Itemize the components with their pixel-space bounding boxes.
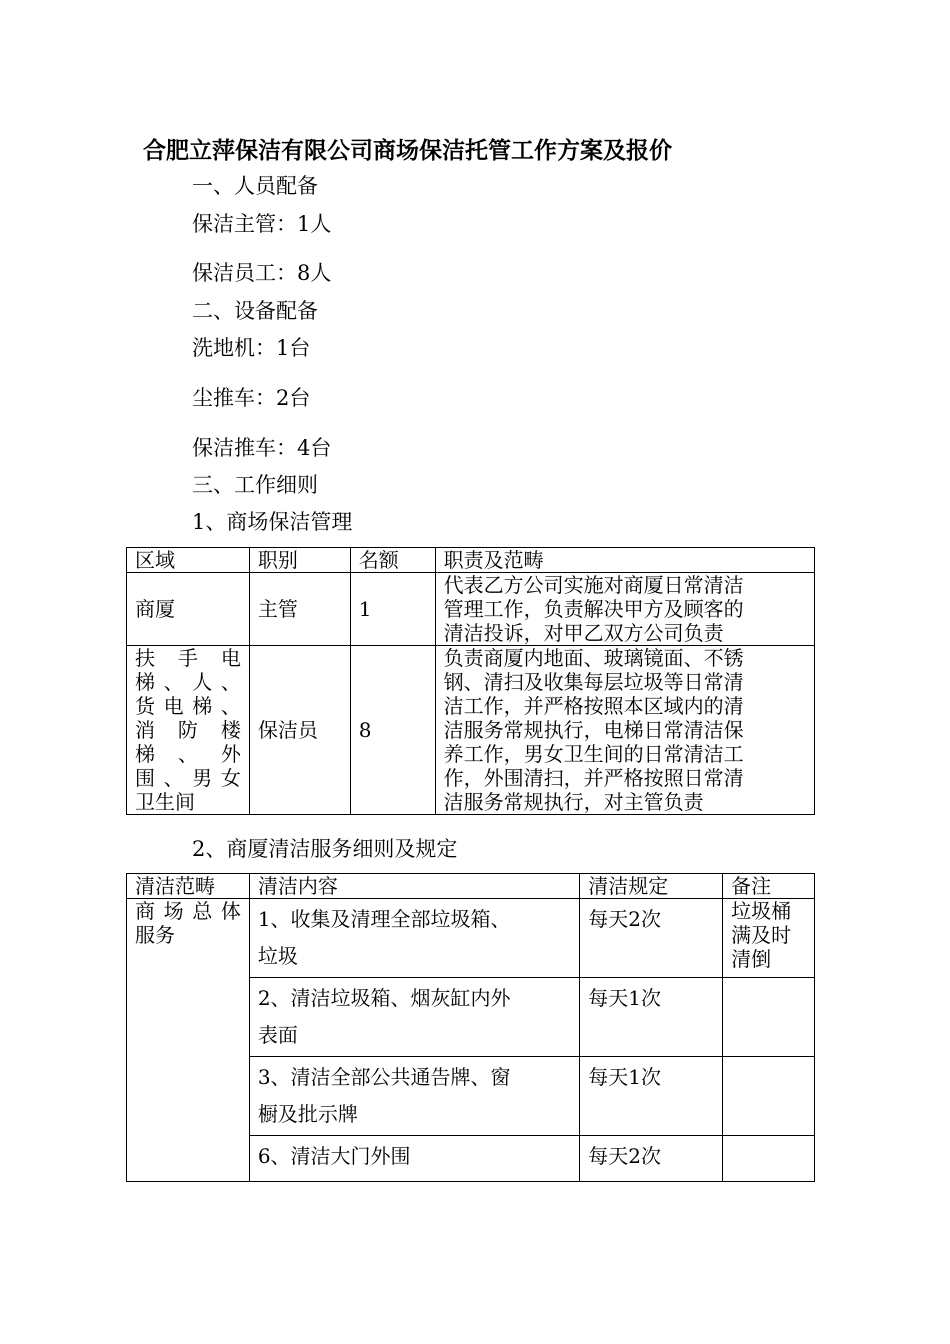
content-line: 1、收集及清理全部垃圾箱、 [257,907,511,931]
note-line: 垃圾桶 [731,899,792,923]
content-line: 表面 [257,1023,298,1047]
note-cell [723,1057,815,1136]
mall-staffing-table [126,547,815,815]
duty-line: 养工作，男女卫生间的日常清洁工 [443,742,744,766]
duty-line: 洁工作，并严格按照本区域内的清 [443,694,744,718]
table-header-row [127,874,815,899]
header-cell: 清洁内容 [249,874,579,899]
header-cell: 职责及范畴 [435,548,814,573]
rule-cell: 每天2次 [580,899,723,978]
table-header-row [127,548,815,573]
cleaning-service-table [126,873,815,1182]
scope-line: 商场总体 [135,899,241,923]
area-line: 消防楼 [135,718,241,742]
content-line: 2、清洁垃圾箱、烟灰缸内外 [257,986,511,1010]
scope-cell [127,899,250,1182]
duty-line: 洁服务常规执行，电梯日常清洁保 [443,718,744,742]
duty-line: 负责商厦内地面、玻璃镜面、不锈 [443,646,744,670]
scope-line: 服务 [135,923,175,947]
header-cell: 清洁范畴 [127,874,250,899]
duty-line: 洁服务常规执行，对主管负责 [443,790,704,814]
table-row [127,899,815,978]
content-cell [249,978,579,1057]
content-line: 3、清洁全部公共通告牌、窗 [257,1065,511,1089]
mall-management-heading: 1、商场保洁管理 [192,510,353,534]
duty-line: 钢、清扫及收集每层垃圾等日常清 [443,670,744,694]
duty-line: 管理工作，负责解决甲方及顾客的 [443,597,744,621]
area-line: 围、男女 [135,766,241,790]
role-cell: 主管 [249,573,350,646]
area-line: 梯、人、 [135,670,241,694]
document-title: 合肥立萍保洁有限公司商场保洁托管工作方案及报价 [143,137,672,164]
supervisor-line: 保洁主管：1人 [192,212,332,236]
scrubber-line: 洗地机：1台 [192,336,311,360]
rule-cell: 每天2次 [580,1136,723,1182]
duty-cell [435,573,814,646]
duty-line: 作，外围清扫，并严格按照日常清 [443,766,744,790]
staff-line: 保洁员工：8人 [192,261,332,285]
header-cell: 备注 [723,874,815,899]
header-cell: 职别 [249,548,350,573]
content-cell [249,899,579,978]
area-line: 商厦 [135,597,175,621]
rule-cell: 每天1次 [580,978,723,1057]
count-cell: 1 [350,573,435,646]
personnel-heading: 一、人员配备 [192,174,318,198]
header-cell: 名额 [350,548,435,573]
equipment-heading: 二、设备配备 [192,299,318,323]
area-line: 卫生间 [135,790,195,814]
rule-cell: 每天1次 [580,1057,723,1136]
duty-line: 清洁投诉，对甲乙双方公司负责 [443,621,724,645]
content-cell [249,1136,579,1182]
area-cell [127,646,250,815]
note-line: 满及时 [731,923,792,947]
note-cell [723,978,815,1057]
service-heading: 2、商厦清洁服务细则及规定 [192,837,458,861]
area-line: 货电梯、 [135,694,241,718]
note-cell [723,899,815,978]
table-row [127,573,815,646]
area-line: 扶手电 [135,646,241,670]
content-line: 垃圾 [257,944,298,968]
content-line: 橱及批示牌 [257,1102,358,1126]
area-line: 梯、外 [135,742,241,766]
content-line: 6、清洁大门外围 [257,1144,411,1168]
area-cell [127,573,250,646]
header-cell: 区域 [127,548,250,573]
cleaning-cart-line: 保洁推车：4台 [192,436,332,460]
dust-cart-line: 尘推车：2台 [192,386,311,410]
duty-cell [435,646,814,815]
note-line: 清倒 [731,947,772,971]
role-cell: 保洁员 [249,646,350,815]
count-cell: 8 [350,646,435,815]
duty-line: 代表乙方公司实施对商厦日常清洁 [443,573,744,597]
content-cell [249,1057,579,1136]
details-heading: 三、工作细则 [192,473,318,497]
header-cell: 清洁规定 [580,874,723,899]
table-row [127,646,815,815]
note-cell [723,1136,815,1182]
